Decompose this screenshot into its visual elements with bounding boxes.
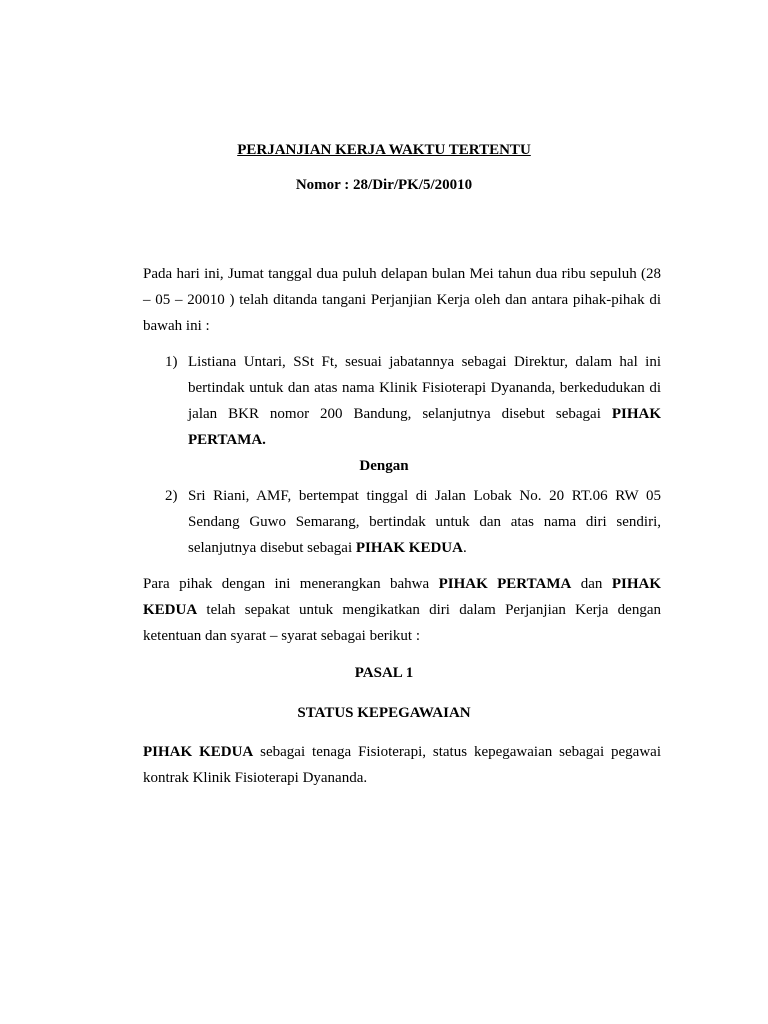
article-heading: PASAL 1 [354,665,414,681]
party-2-role: PIHAK KEDUA [355,540,463,556]
party-1-item [143,349,661,453]
party-2-text [188,483,661,561]
party-2-number: 2) [165,488,178,504]
document-title: PERJANJIAN KERJA WAKTU TERTENTU [237,142,531,158]
agreement-paragraph [143,571,661,649]
agreement-text-3: telah sepakat untuk mengikatkan diri dalam Perjanjian Kerja dengan ketentuan dan syarat – syarat sebagai berikut : [143,602,661,644]
party-2-end: . [462,540,467,556]
intro-paragraph: Pada hari ini, Jumat tanggal dua puluh delapan bulan Mei tahun dua ribu sepuluh (28 – 05 – 20010 ) telah ditanda tangani Perjanjian Kerja oleh dan antara pihak-pihak di bawah ini : [143,266,661,334]
agreement-party-1: PIHAK PERTAMA [438,576,572,592]
article-body [143,739,661,791]
connector-text: Dengan [359,458,409,474]
article-text: sebagai tenaga Fisioterapi, status kepegawaian sebagai pegawai kontrak Klinik Fisioterapi Dyananda. [143,744,662,786]
party-1-description: Listiana Untari, SSt Ft, sesuai jabatannya sebagai Direktur, dalam hal ini bertindak untuk dan atas nama Klinik Fisioterapi Dyananda, berkedudukan di jalan BKR nomor 200 Bandung, selanjutnya disebut sebagai [188,354,661,422]
agreement-party-2: PIHAK KEDUA [143,576,661,618]
party-1-text [188,349,661,453]
document-number: Nomor : 28/Dir/PK/5/20010 [295,177,473,193]
party-2-description: Sri Riani, AMF, bertempat tinggal di Jalan Lobak No. 20 RT.06 RW 05 Sendang Guwo Semarang, bertindak untuk dan atas nama diri sendiri, selanjutnya disebut sebagai [188,488,661,556]
agreement-text-1: Para pihak dengan ini menerangkan bahwa [143,576,439,592]
party-2-item [143,483,661,561]
agreement-text-2: dan [571,576,612,592]
party-1-number: 1) [165,354,178,370]
party-1-role: PIHAK PERTAMA. [188,406,661,448]
article-party: PIHAK KEDUA [143,744,254,760]
article-title: STATUS KEPEGAWAIAN [297,705,471,721]
